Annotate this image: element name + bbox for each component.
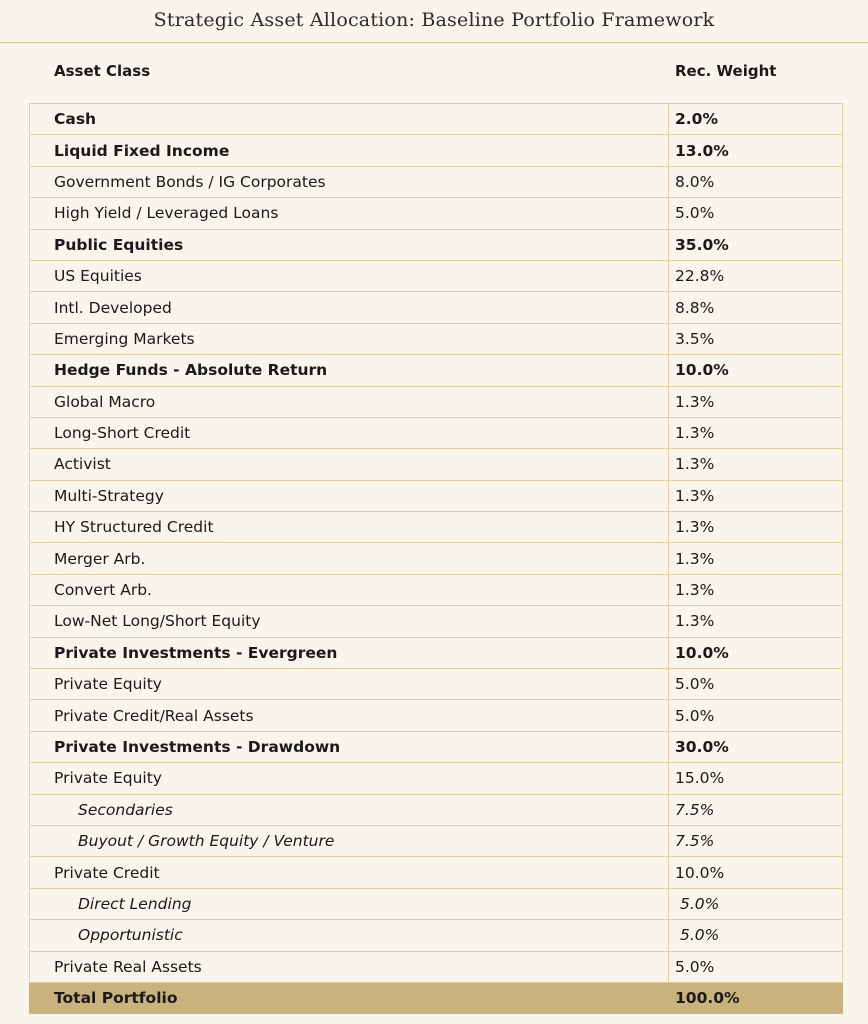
asset-class-cell: Convert Arb.	[30, 574, 669, 605]
table-row	[30, 512, 843, 543]
table-row	[30, 543, 843, 574]
weight-cell: 1.3%	[669, 543, 843, 574]
weight-cell: 5.0%	[669, 669, 843, 700]
weight-cell: 5.0%	[669, 920, 843, 951]
table-row	[30, 449, 843, 480]
weight-cell: 10.0%	[669, 355, 843, 386]
asset-class-cell: US Equities	[30, 260, 669, 291]
weight-cell: 5.0%	[669, 198, 843, 229]
asset-class-cell: Private Real Assets	[30, 951, 669, 982]
table-row	[30, 135, 843, 166]
asset-class-cell: Merger Arb.	[30, 543, 669, 574]
asset-class-cell: Cash	[30, 104, 669, 135]
weight-cell: 5.0%	[669, 888, 843, 919]
asset-class-cell: Activist	[30, 449, 669, 480]
asset-class-cell: Liquid Fixed Income	[30, 135, 669, 166]
weight-cell: 13.0%	[669, 135, 843, 166]
asset-class-cell: Private Equity	[30, 763, 669, 794]
table-row	[30, 857, 843, 888]
weight-cell: 35.0%	[669, 229, 843, 260]
weight-cell: 5.0%	[669, 951, 843, 982]
asset-class-cell: Opportunistic	[30, 920, 669, 951]
table-row	[30, 794, 843, 825]
asset-class-cell: Long-Short Credit	[30, 417, 669, 448]
weight-cell: 5.0%	[669, 700, 843, 731]
weight-cell: 1.3%	[669, 449, 843, 480]
table-row	[30, 606, 843, 637]
asset-class-cell: Global Macro	[30, 386, 669, 417]
weight-cell: 1.3%	[669, 417, 843, 448]
table-row	[30, 386, 843, 417]
table-row	[30, 920, 843, 951]
allocation-table	[29, 103, 843, 1014]
asset-class-cell: Public Equities	[30, 229, 669, 260]
asset-class-cell: Private Investments - Drawdown	[30, 731, 669, 762]
table-row	[30, 637, 843, 668]
asset-class-cell: Total Portfolio	[30, 982, 669, 1013]
table-row	[30, 700, 843, 731]
table-row	[30, 417, 843, 448]
weight-cell: 1.3%	[669, 512, 843, 543]
table-row	[30, 323, 843, 354]
table-row	[30, 355, 843, 386]
asset-class-cell: Secondaries	[30, 794, 669, 825]
table-row	[30, 763, 843, 794]
header-rec-weight: Rec. Weight	[675, 62, 777, 80]
table-row	[30, 198, 843, 229]
total-row	[30, 982, 843, 1013]
asset-class-cell: Hedge Funds - Absolute Return	[30, 355, 669, 386]
weight-cell: 30.0%	[669, 731, 843, 762]
header-asset-class: Asset Class	[54, 62, 151, 80]
asset-class-cell: Intl. Developed	[30, 292, 669, 323]
table-row	[30, 104, 843, 135]
table-row	[30, 951, 843, 982]
table-row	[30, 229, 843, 260]
weight-cell: 2.0%	[669, 104, 843, 135]
asset-class-cell: Multi-Strategy	[30, 480, 669, 511]
weight-cell: 7.5%	[669, 794, 843, 825]
table-row	[30, 574, 843, 605]
asset-class-cell: Private Credit	[30, 857, 669, 888]
asset-class-cell: Government Bonds / IG Corporates	[30, 166, 669, 197]
weight-cell: 22.8%	[669, 260, 843, 291]
weight-cell: 1.3%	[669, 480, 843, 511]
table-row	[30, 166, 843, 197]
table-row	[30, 731, 843, 762]
asset-class-cell: Private Investments - Evergreen	[30, 637, 669, 668]
weight-cell: 15.0%	[669, 763, 843, 794]
table-row	[30, 292, 843, 323]
weight-cell: 1.3%	[669, 386, 843, 417]
table-row	[30, 825, 843, 856]
table-row	[30, 480, 843, 511]
weight-cell: 100.0%	[669, 982, 843, 1013]
weight-cell: 1.3%	[669, 574, 843, 605]
asset-class-cell: Low-Net Long/Short Equity	[30, 606, 669, 637]
asset-class-cell: Private Credit/Real Assets	[30, 700, 669, 731]
asset-class-cell: High Yield / Leveraged Loans	[30, 198, 669, 229]
table-header	[0, 58, 868, 86]
asset-class-cell: HY Structured Credit	[30, 512, 669, 543]
weight-cell: 8.8%	[669, 292, 843, 323]
asset-class-cell: Direct Lending	[30, 888, 669, 919]
table-row	[30, 260, 843, 291]
asset-class-cell: Buyout / Growth Equity / Venture	[30, 825, 669, 856]
asset-class-cell: Emerging Markets	[30, 323, 669, 354]
table-row	[30, 669, 843, 700]
weight-cell: 10.0%	[669, 637, 843, 668]
page-title: Strategic Asset Allocation: Baseline Portfolio Framework	[0, 0, 868, 43]
table-row	[30, 888, 843, 919]
weight-cell: 3.5%	[669, 323, 843, 354]
weight-cell: 8.0%	[669, 166, 843, 197]
weight-cell: 1.3%	[669, 606, 843, 637]
weight-cell: 7.5%	[669, 825, 843, 856]
asset-class-cell: Private Equity	[30, 669, 669, 700]
weight-cell: 10.0%	[669, 857, 843, 888]
